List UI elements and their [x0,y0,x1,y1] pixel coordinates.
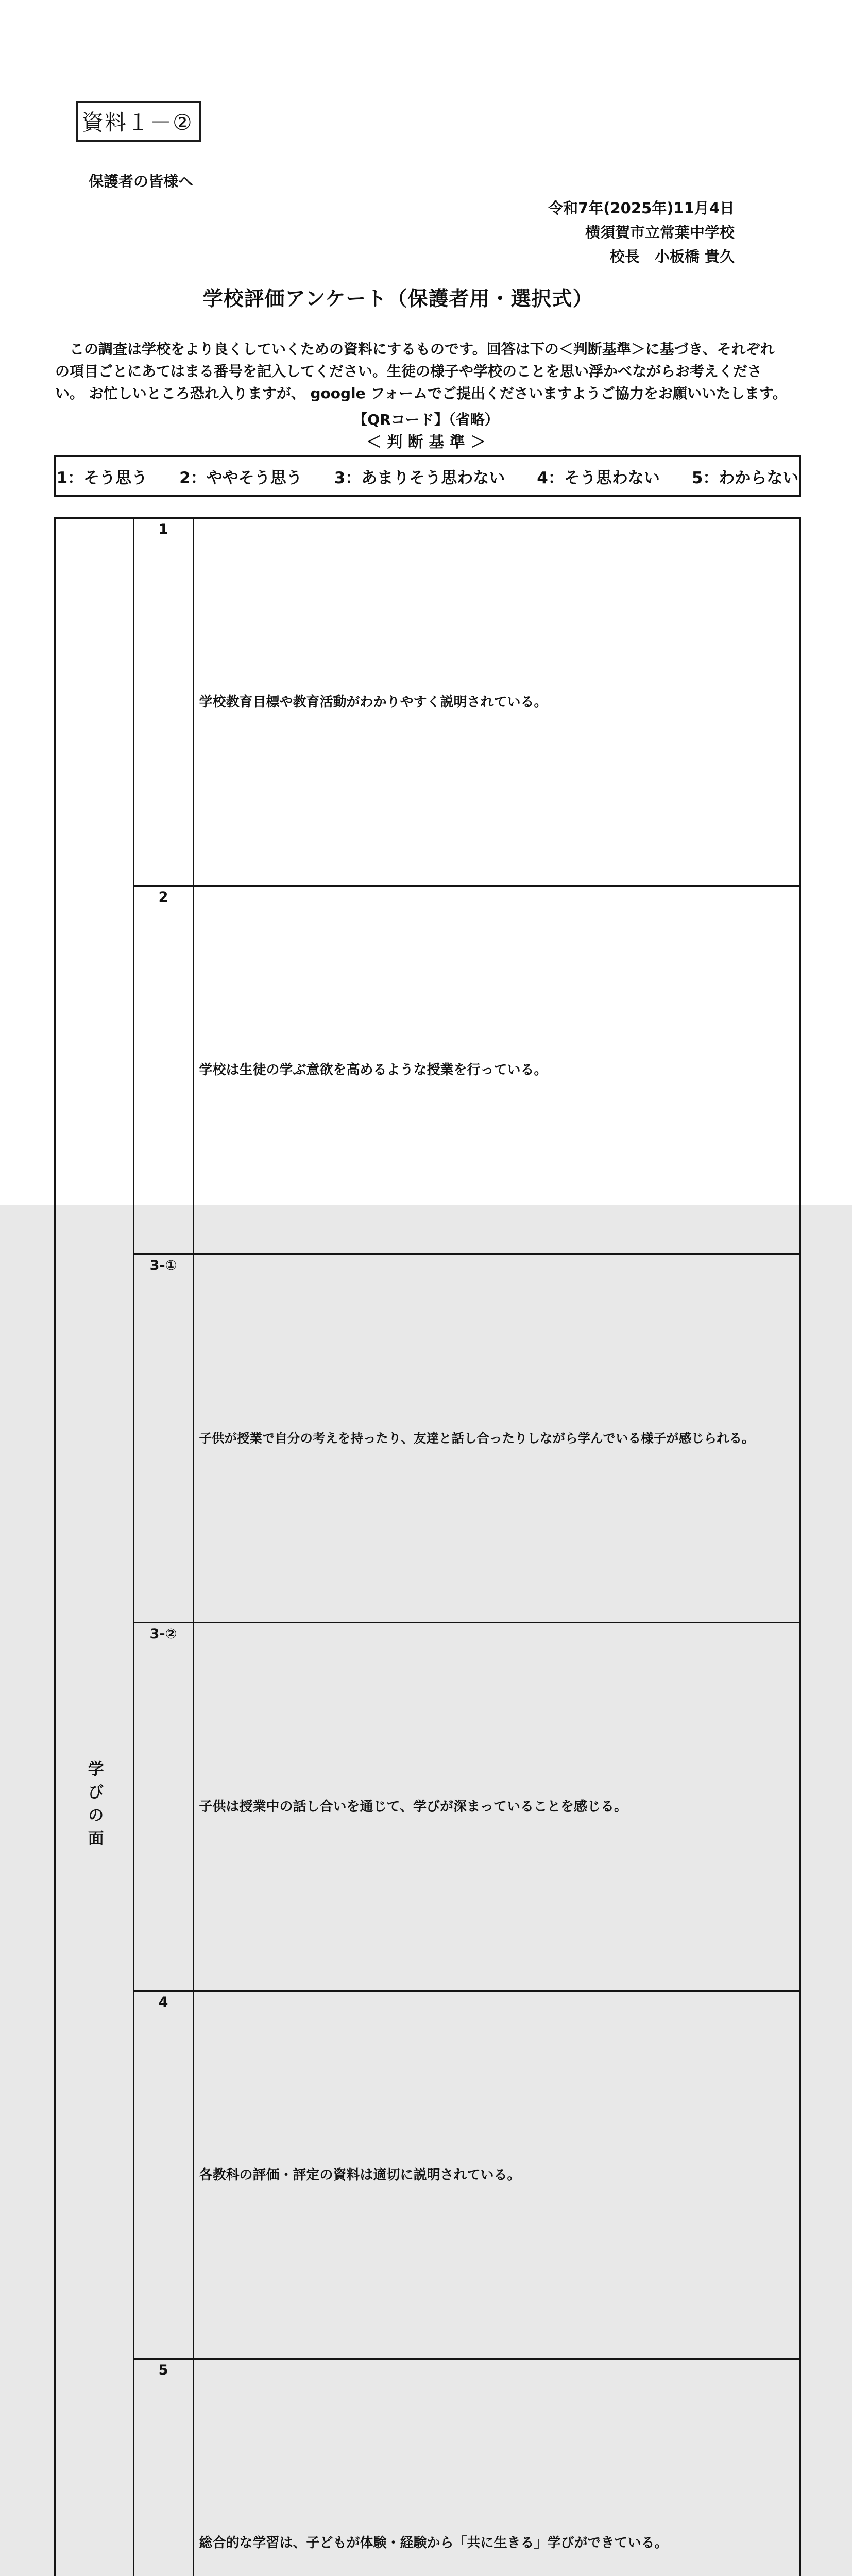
table-row [55,518,800,886]
group-1-label: 学びの面 [84,1760,104,1853]
principal-name: 校長 小板橋 貴久 [609,248,735,265]
item-text: 学校教育目標や教育活動がわかりやすく説明されている。 [193,518,800,886]
table-row [55,1622,800,1991]
item-text: 子供は授業中の話し合いを通じて、学びが深まっていることを感じる。 [193,1622,800,1991]
intro-line-2: の項目ごとにあてはまる番号を記入してください。生徒の様子や学校のことを思い浮かべながらお考えくださ [55,363,762,380]
item-text: 各教科の評価・評定の資料は適切に説明されている。 [193,1991,800,2359]
criteria-heading: ＜ 判 断 基 準 ＞ [366,433,486,451]
survey-table [54,517,801,2576]
intro-line-3: い。 お忙しいところ恐れ入りますが、 google フォームでご提出くださいますようご協力をお願いいたします。 [55,385,787,402]
item-number: 4 [133,1991,193,2359]
item-number: 3-① [133,1255,193,1623]
document-date: 令和7年(2025年)11月4日 [548,199,735,217]
document-title: 学校評価アンケート（保護者用・選択式） [202,287,593,311]
rating-scale-box [54,455,801,497]
qr-code-note: 【QRコード】（省略） [353,411,499,428]
document-tag-label: 資料１－② [76,101,201,142]
document-header-block [548,196,735,269]
table-row [55,1991,800,2359]
item-number: 2 [133,886,193,1255]
rating-scale-text: 1：そう思う 2：ややそう思う 3：あまりそう思わない 4：そう思わない 5：わからない [56,468,799,487]
table-row [55,1255,800,1623]
item-text: 学校は生徒の学ぶ意欲を高めるような授業を行っている。 [193,886,800,1255]
item-number: 1 [133,518,193,886]
table-row [55,2359,800,2576]
item-text: 子供が授業で自分の考えを持ったり、友達と話し合ったりしながら学んでいる様子が感じられる。 [193,1255,800,1623]
intro-paragraph [55,338,803,404]
group-label-cell-1 [55,518,133,2576]
school-name: 横須賀市立常葉中学校 [585,224,735,241]
item-number: 3-② [133,1622,193,1991]
intro-line-1: この調査は学校をより良くしていくための資料にするものです。回答は下の＜判断基準＞に基づき、それぞれ [70,341,775,358]
table-row [55,886,800,1255]
salutation: 保護者の皆様へ [89,173,194,190]
item-number: 5 [133,2359,193,2576]
item-text: 総合的な学習は、子どもが体験・経験から「共に生きる」学びができている。 [193,2359,800,2576]
